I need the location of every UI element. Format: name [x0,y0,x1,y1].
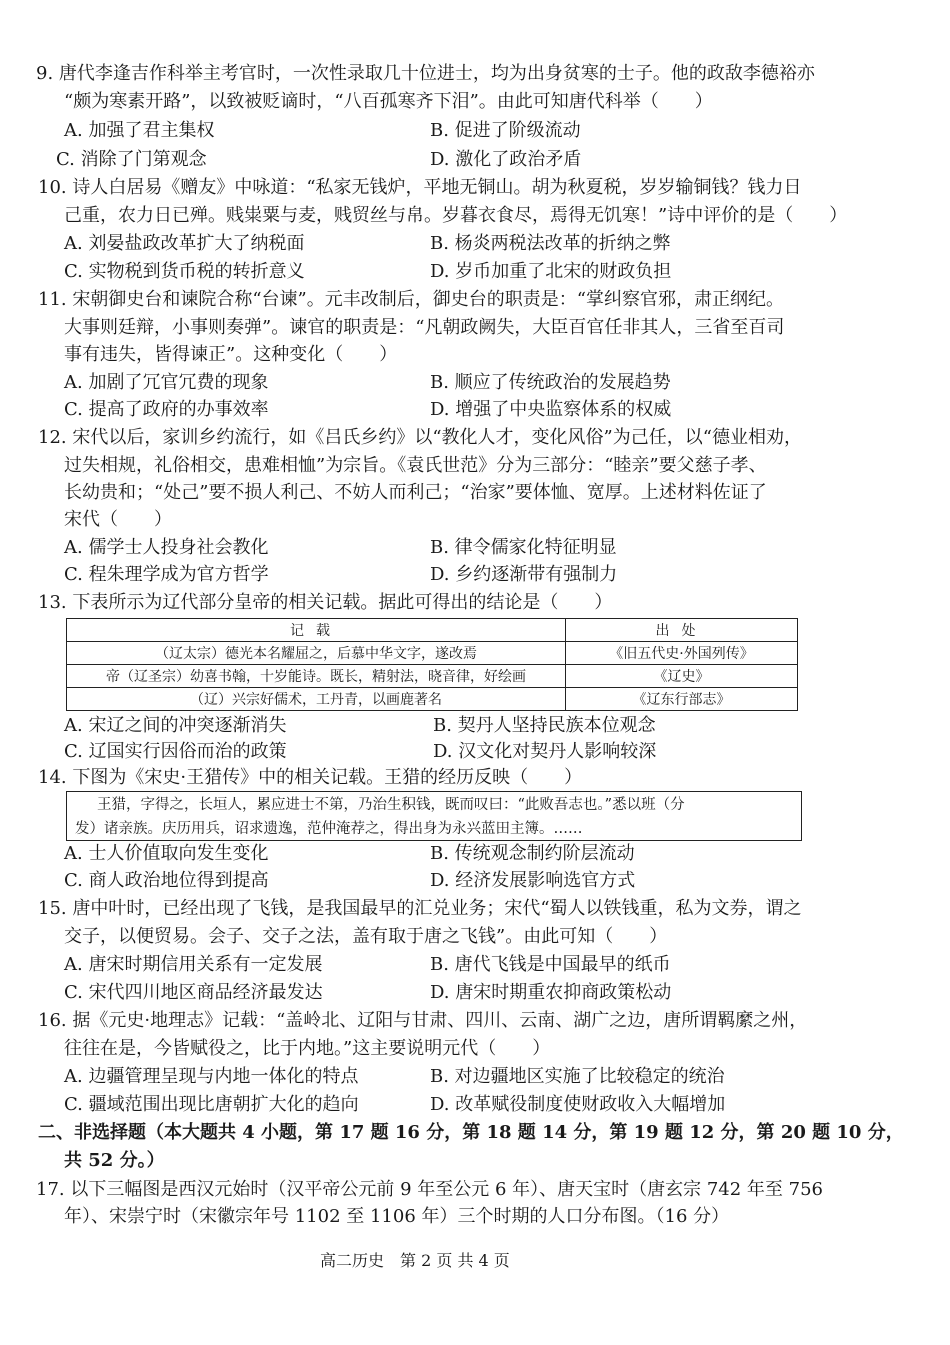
q12-stem-line-2: 过失相规，礼俗相交，患难相恤”为宗旨。《袁氏世范》分为三部分：“睦亲”要父慈子孝、 [64,455,767,476]
table-cell-source: 《辽史》 [566,665,798,688]
q11-option-a: A. 加剧了冗官冗费的现象 [64,372,269,393]
q15-option-a: A. 唐宋时期信用关系有一定发展 [64,954,323,975]
section-2-heading-line-2: 共 52 分。） [64,1150,165,1171]
q14-option-d: D. 经济发展影响选官方式 [430,870,636,891]
q9-stem-line-2: “颇为寒素开路”，以致被贬谪时，“八百孤寒齐下泪”。由此可知唐代科举（ ） [64,91,713,112]
q9-option-a: A. 加强了君主集权 [64,120,215,141]
q16-option-b: B. 对边疆地区实施了比较稳定的统治 [430,1066,725,1087]
q16-stem-line-1: 16. 据《元史·地理志》记载：“盖岭北、辽阳与甘肃、四川、云南、湖广之边，唐所谓羁縻之州， [38,1010,808,1031]
q12-option-b: B. 律令儒家化特征明显 [430,537,617,558]
q10-option-b: B. 杨炎两税法改革的折纳之弊 [430,233,671,254]
q16-stem-line-2: 往往在是，今皆赋役之，比于内地。”这主要说明元代（ ） [64,1038,551,1059]
table-cell-record: （辽）兴宗好儒术，工丹青，以画鹿著名 [67,688,566,711]
q10-stem-line-1: 10. 诗人白居易《赠友》中咏道：“私家无钱炉，平地无铜山。胡为秋夏税，岁岁输铜钱？钱力日 [38,177,802,198]
q17-stem-line-2: 年）、宋崇宁时（宋徽宗年号 1102 至 1106 年）三个时期的人口分布图。（16 分） [64,1206,730,1227]
q13-option-b: B. 契丹人坚持民族本位观念 [433,715,656,736]
q13-stem-line-1: 13. 下表所示为辽代部分皇帝的相关记载。据此可得出的结论是（ ） [38,592,613,613]
q12-option-a: A. 儒学士人投身社会教化 [64,537,269,558]
q12-option-c: C. 程朱理学成为官方哲学 [64,564,269,585]
table-row [67,642,798,665]
table-header-source: 出处 [566,619,798,642]
q14-option-a: A. 士人价值取向发生变化 [64,843,269,864]
q10-stem-line-2: 己重，农力日已殚。贱粜粟与麦，贱贸丝与帛。岁暮衣食尽，焉得无饥寒！”诗中评价的是（ ） [64,205,848,226]
q14-option-b: B. 传统观念制约阶层流动 [430,843,635,864]
q15-option-c: C. 宋代四川地区商品经济最发达 [64,982,323,1003]
q14-quote-line-2: 发）诸亲族。庆历用兵，诏求遗逸，范仲淹荐之，得出身为永兴蓝田主簿。…… [75,821,583,837]
q12-stem-line-1: 12. 宋代以后，家训乡约流行，如《吕氏乡约》以“教化人才，变化风俗”为己任，以“德业相劝， [38,427,802,448]
q15-stem-line-1: 15. 唐中叶时，已经出现了飞钱，是我国最早的汇兑业务；宋代“蜀人以铁钱重，私为文券，谓之 [38,898,802,919]
q11-option-c: C. 提高了政府的办事效率 [64,399,269,420]
section-2-heading-line-1: 二、非选择题（本大题共 4 小题，第 17 题 16 分，第 18 题 14 分，第 19 题 12 分，第 20 题 10 分， [38,1122,904,1143]
table-cell-source: 《旧五代史·外国列传》 [566,642,798,665]
table-row [67,665,798,688]
q15-option-d: D. 唐宋时期重农抑商政策松动 [430,982,672,1003]
q9-option-d: D. 激化了政治矛盾 [430,149,582,170]
q11-stem-line-3: 事有违失，皆得谏正”。这种变化（ ） [64,344,398,365]
q12-stem-line-4: 宋代（ ） [64,509,172,530]
q10-option-a: A. 刘晏盐政改革扩大了纳税面 [64,233,305,254]
q14-quote-box [66,791,802,841]
q12-option-d: D. 乡约逐渐带有强制力 [430,564,618,585]
q13-option-c: C. 辽国实行因俗而治的政策 [64,741,287,762]
q14-option-c: C. 商人政治地位得到提高 [64,870,269,891]
q11-stem-line-1: 11. 宋朝御史台和谏院合称“台谏”。元丰改制后，御史台的职责是：“掌纠察官邪，肃正纲纪。 [38,289,784,310]
q11-option-b: B. 顺应了传统政治的发展趋势 [430,372,671,393]
page-footer: 高二历史 第 2 页 共 4 页 [320,1251,510,1270]
q10-option-d: D. 岁币加重了北宋的财政负担 [430,261,672,282]
q12-stem-line-3: 长幼贵和；“处己”要不损人利己、不妨人而利己；“治家”要体恤、宽厚。上述材料佐证了 [64,482,767,503]
q9-option-b: B. 促进了阶级流动 [430,120,581,141]
table-cell-record: 帝（辽圣宗）幼喜书翰，十岁能诗。既长，精射法，晓音律，好绘画 [67,665,566,688]
q13-option-a: A. 宋辽之间的冲突逐渐消失 [64,715,287,736]
q16-option-d: D. 改革赋役制度使财政收入大幅增加 [430,1094,726,1115]
q13-option-d: D. 汉文化对契丹人影响较深 [433,741,657,762]
q11-option-d: D. 增强了中央监察体系的权威 [430,399,672,420]
q16-option-a: A. 边疆管理呈现与内地一体化的特点 [64,1066,359,1087]
q11-stem-line-2: 大事则廷辩，小事则奏弹”。谏官的职责是：“凡朝政阙失，大臣百官任非其人，三省至百司 [64,317,785,338]
q15-option-b: B. 唐代飞钱是中国最早的纸币 [430,954,671,975]
table-row [67,688,798,711]
q13-records-table [66,618,798,711]
q15-stem-line-2: 交子，以便贸易。会子、交子之法，盖有取于唐之飞钱”。由此可知（ ） [64,926,668,947]
q17-stem-line-1: 17. 以下三幅图是西汉元始时（汉平帝公元前 9 年至公元 6 年）、唐天宝时（唐玄宗 742 年至 756 [36,1179,824,1200]
q10-option-c: C. 实物税到货币税的转折意义 [64,261,305,282]
q14-quote-line-1: 王猎，字得之，长垣人，累应进士不第，乃治生积钱，既而叹曰：“此败吾志也。”悉以班（分 [97,797,685,813]
table-cell-record: （辽太宗）德光本名耀屈之，后慕中华文字，遂改焉 [67,642,566,665]
table-header-row [67,619,798,642]
table-cell-source: 《辽东行部志》 [566,688,798,711]
q14-stem-line-1: 14. 下图为《宋史·王猎传》中的相关记载。王猎的经历反映（ ） [38,767,583,788]
q9-option-c: C. 消除了门第观念 [56,149,207,170]
q16-option-c: C. 疆域范围出现比唐朝扩大化的趋向 [64,1094,359,1115]
table-header-record: 记载 [67,619,566,642]
q9-stem-line-1: 9. 唐代李逢吉作科举主考官时，一次性录取几十位进士，均为出身贫寒的士子。他的政敌李德裕亦 [36,63,815,84]
